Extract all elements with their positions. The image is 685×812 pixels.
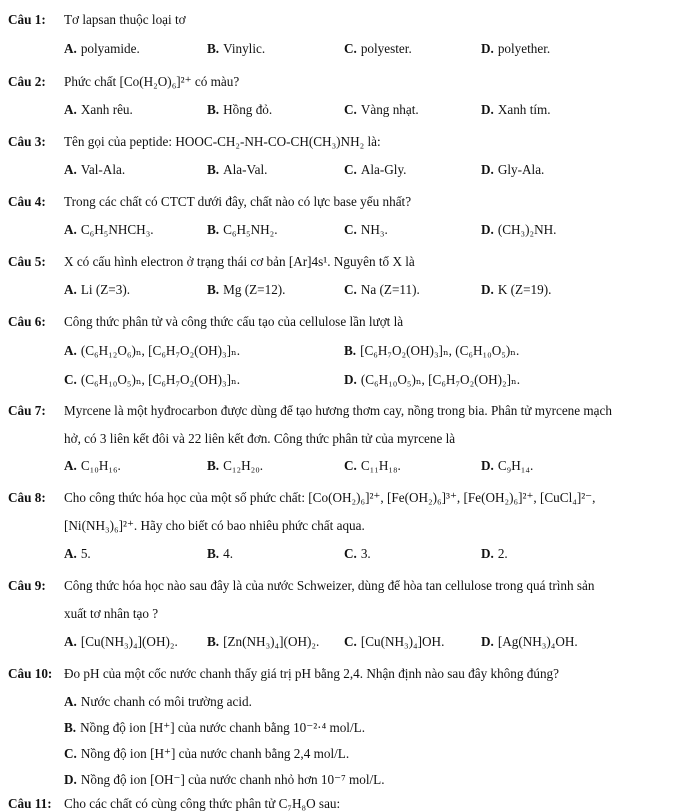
option-c[interactable]: C. polyester. — [344, 41, 412, 56]
question-text: X có cấu hình electron ở trạng thái cơ bản [Ar]4s¹. Nguyên tố X là — [64, 254, 415, 269]
option-d[interactable]: D. (C₆H₁₀O₅)ₙ, [C₆H₇O₂(OH)₂]ₙ. — [344, 372, 520, 387]
option-a[interactable]: A. C₆H₅NHCH₃. — [64, 222, 154, 237]
question-number: Câu 11: — [8, 796, 52, 811]
question-text: Tên gọi của peptide: HOOC-CH₂-NH-CO-CH(CH₃)NH₂ là: — [64, 134, 381, 149]
question-text: Cho các chất có cùng công thức phân tử C₇H₈O sau: — [64, 796, 341, 811]
option-c[interactable]: C. Ala-Gly. — [344, 162, 407, 177]
question-text: Tơ lapsan thuộc loại tơ — [64, 12, 186, 27]
question-number: Câu 2: — [8, 74, 46, 89]
option-b[interactable]: B. Mg (Z=12). — [207, 282, 286, 297]
option-d[interactable]: D. (CH₃)₂NH. — [481, 222, 557, 237]
question-number: Câu 10: — [8, 666, 53, 681]
question-number: Câu 4: — [8, 194, 46, 209]
option-a[interactable]: A. (C₆H₁₂O₆)ₙ, [C₆H₇O₂(OH)₃]ₙ. — [64, 343, 240, 358]
option-c[interactable]: C. NH₃. — [344, 222, 388, 237]
option-d[interactable]: D. Nồng độ ion [OH⁻] của nước chanh nhỏ hơn 10⁻⁷ mol/L. — [64, 772, 385, 787]
option-d[interactable]: D. K (Z=19). — [481, 282, 552, 297]
option-c[interactable]: C. Vàng nhạt. — [344, 102, 419, 117]
option-a[interactable]: A. C₁₀H₁₆. — [64, 458, 121, 473]
question-number: Câu 7: — [8, 403, 46, 418]
option-a[interactable]: A. 5. — [64, 546, 91, 561]
option-c[interactable]: C. C₁₁H₁₈. — [344, 458, 401, 473]
question-number: Câu 5: — [8, 254, 46, 269]
option-c[interactable]: C. (C₆H₁₀O₅)ₙ, [C₆H₇O₂(OH)₃]ₙ. — [64, 372, 240, 387]
option-c[interactable]: C. Na (Z=11). — [344, 282, 420, 297]
option-d[interactable]: D. polyether. — [481, 41, 551, 56]
question-text: Trong các chất có CTCT dưới đây, chất nào có lực base yếu nhất? — [64, 194, 412, 209]
question-text: Phức chất [Co(H₂O)₆]²⁺ có màu? — [64, 74, 240, 89]
option-b[interactable]: B. [C₆H₇O₂(OH)₃]ₙ, (C₆H₁₀O₅)ₙ. — [344, 343, 520, 358]
option-b[interactable]: B. Hồng đỏ. — [207, 102, 273, 117]
question-text: Myrcene là một hyđrocarbon được dùng để tạo hương thơm cay, nồng trong bia. Phân tử myrcene mạch — [64, 403, 612, 418]
option-b[interactable]: B. Vinylic. — [207, 41, 266, 56]
question-text: Công thức hóa học nào sau đây là của nước Schweizer, dùng để hòa tan cellulose trong quá trình sản — [64, 578, 595, 593]
option-a[interactable]: A. Nước chanh có môi trường acid. — [64, 694, 252, 709]
option-d[interactable]: D. 2. — [481, 546, 508, 561]
option-d[interactable]: D. [Ag(NH₃)₄OH. — [481, 634, 578, 649]
question-text-cont: xuất tơ nhân tạo ? — [64, 606, 159, 621]
question-number: Câu 6: — [8, 314, 46, 329]
question-number: Câu 8: — [8, 490, 46, 505]
option-a[interactable]: A. Xanh rêu. — [64, 102, 133, 117]
question-text: Đo pH của một cốc nước chanh thấy giá trị pH bằng 2,4. Nhận định nào sau đây không đúng? — [64, 666, 559, 681]
option-b[interactable]: B. 4. — [207, 546, 233, 561]
question-text: Cho công thức hóa học của một số phức chất: [Co(OH₂)₆]²⁺, [Fe(OH₂)₆]³⁺, [Fe(OH₂)₆]²⁺, [CuCl₄]²⁻, — [64, 490, 596, 505]
option-a[interactable]: A. [Cu(NH₃)₄](OH)₂. — [64, 634, 178, 649]
question-text-cont: hở, có 3 liên kết đôi và 22 liên kết đơn. Công thức phân tử của myrcene là — [64, 431, 456, 446]
option-b[interactable]: B. Nồng độ ion [H⁺] của nước chanh bằng 10⁻²·⁴ mol/L. — [64, 720, 365, 735]
option-a[interactable]: A. Val-Ala. — [64, 162, 126, 177]
option-c[interactable]: C. 3. — [344, 546, 371, 561]
option-b[interactable]: B. [Zn(NH₃)₄](OH)₂. — [207, 634, 320, 649]
option-c[interactable]: C. [Cu(NH₃)₄]OH. — [344, 634, 445, 649]
option-b[interactable]: B. Ala-Val. — [207, 162, 268, 177]
option-a[interactable]: A. polyamide. — [64, 41, 140, 56]
question-number: Câu 3: — [8, 134, 46, 149]
question-text: Công thức phân tử và công thức cấu tạo của cellulose lần lượt là — [64, 314, 404, 329]
option-b[interactable]: B. C₁₂H₂₀. — [207, 458, 264, 473]
option-d[interactable]: D. C₉H₁₄. — [481, 458, 534, 473]
question-number: Câu 1: — [8, 12, 46, 27]
option-a[interactable]: A. Li (Z=3). — [64, 282, 131, 297]
option-c[interactable]: C. Nồng độ ion [H⁺] của nước chanh bằng 2,4 mol/L. — [64, 746, 350, 761]
question-number: Câu 9: — [8, 578, 46, 593]
option-d[interactable]: D. Xanh tím. — [481, 102, 551, 117]
option-d[interactable]: D. Gly-Ala. — [481, 162, 545, 177]
question-text-cont: [Ni(NH₃)₆]²⁺. Hãy cho biết có bao nhiêu phức chất aqua. — [64, 518, 365, 533]
option-b[interactable]: B. C₆H₅NH₂. — [207, 222, 278, 237]
